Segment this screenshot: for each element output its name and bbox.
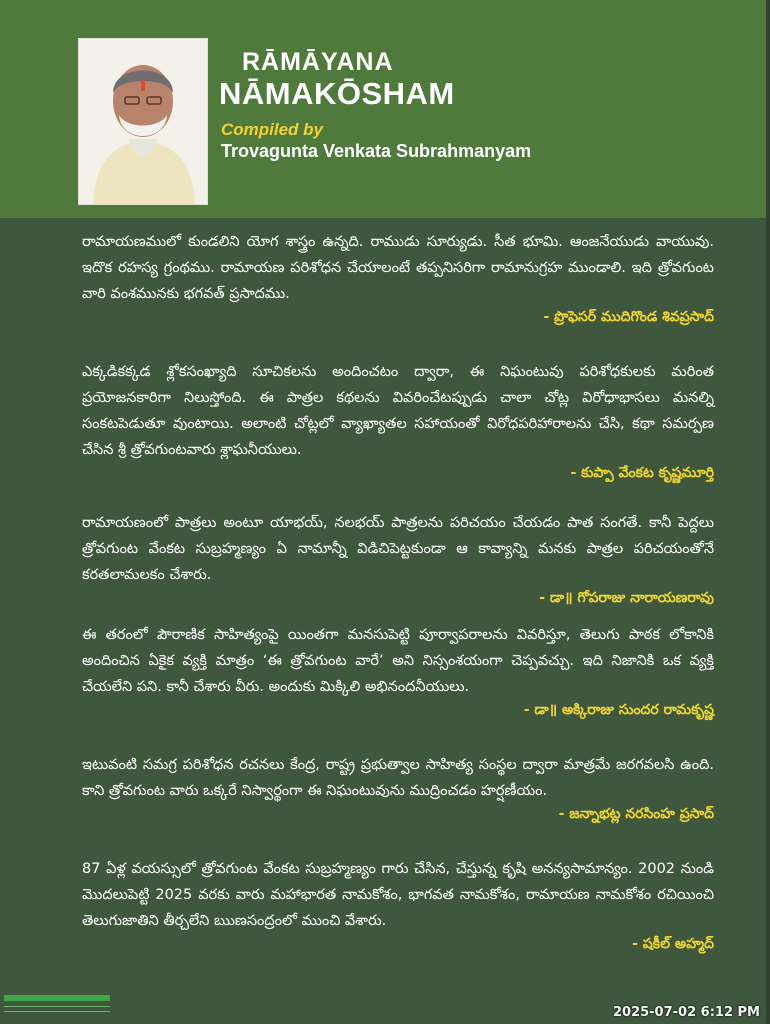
review-text: 87 ఏళ్ల వయస్సులో త్రోవగుంట వేంకట సుబ్రహ్మణ్యం గారు చేసిన, చేస్తున్న కృషి అనన్యసామాన్యం. 2002 నుండి మొదలుపెట్టి 2025 వరకు వారు మహాభారత నామకోశం, భాగవత నామకోశం, రామాయణ నామకోశం రచియించి తెలుగుజాతిని తీర్చలేని ఋణసంద్రంలో ముంచి వేశారు.: [82, 861, 714, 929]
book-title-line2: NĀMAKŌSHAM: [219, 76, 455, 111]
review-text: రామాయణములో కుండలిని యోగ శాస్త్రం ఉన్నది. రాముడు సూర్యుడు. సీత భూమి. ఆంజనేయుడు వాయువు. ఇదొక రహస్య గ్రంథము. రామాయణ పరిశోధన చేయాలంటే తప్పనిసరిగా రామానుగ్రహ ముండాలి. ఇది త్రోవగుంట వారి వంశమునకు భగవత్ ప్రసాదము.: [82, 234, 714, 302]
compiler-name: Trovagunta Venkata Subrahmanyam: [221, 141, 532, 161]
review-author: - కుప్పా వేంకట కృష్ణమూర్తి: [570, 465, 714, 481]
book-edge: [766, 0, 770, 1024]
publisher-logo: [4, 995, 110, 1019]
review-block: [82, 229, 714, 328]
review-author: - డా॥ అక్కిరాజు సుందర రామకృష్ణ: [523, 702, 714, 718]
review-block: [82, 510, 714, 609]
review-text: ఎక్కడికక్కడ శ్లోకసంఖ్యాది సూచికలను అందించటం ద్వారా, ఈ నిఘంటువు పరిశోధకులకు మరింత ప్రయోజనకారిగా నిలుస్తోంది. ఈ పాత్రల కథలను వివరించేటప్పుడు చాలా చోట్ల విరోధాభాసలు మనల్ని సంకటపెడుతూ వుంటాయి. అలాంటి చోట్లలో వ్యాఖ్యాతల సహాయంతో విరోధపరిహారాలను చేసి, కథా సమర్పణ చేసిన శ్రీ త్రోవగుంటవారు శ్లాఘనీయులు.: [82, 364, 714, 458]
portrait-image: [79, 39, 207, 204]
review-text: ఈ తరంలో పౌరాణిక సాహిత్యంపై యింతగా మనసుపెట్టి పూర్వాపరాలను వివరిస్తూ, తెలుగు పాఠక లోకానికి అందించిన ఏకైక వ్యక్తి మాత్రం ‘ఈ త్రోవగుంట వారే’ అని నిస్సంశయంగా చెప్పవచ్చు. ఇది నిజానికి ఒక వ్యక్తి చేయలేని పని. కానీ చేశారు వీరు. అందుకు మిక్కిలి అభినందనీయులు.: [82, 627, 714, 695]
compiled-by-label: Compiled by: [221, 120, 324, 139]
book-title-line1: RĀMĀYANA: [242, 48, 394, 76]
review-block: [82, 359, 714, 484]
logo-mark: [4, 1003, 110, 1017]
review-block: [82, 752, 714, 825]
review-block: [82, 856, 714, 955]
review-author: - జన్నాభట్ల నరసింహ ప్రసాద్: [558, 806, 714, 822]
review-author: - షకీల్ అహ్మద్: [632, 936, 714, 952]
photo-timestamp: 2025-07-02 6:12 PM: [612, 1005, 760, 1020]
review-text: రామాయణంలో పాత్రలు అంటూ యాభయ్, నలభయ్ పాత్రలను పరిచయం చేయడం పాత సంగతే. కానీ పెద్దలు త్రోవగుంట వేంకట సుబ్రహ్మణ్యం ఏ నామాన్నీ విడిచిపెట్టకుండా ఆ కావ్యాన్ని మనకు పాత్రల పరిచయంతోనే కరతలామలకం చేశారు.: [82, 515, 714, 583]
review-block: [82, 622, 714, 721]
review-author: - ప్రొఫెసర్ ముదిగొండ శివప్రసాద్: [543, 309, 714, 325]
author-photo: [78, 38, 208, 205]
review-text: ఇటువంటి సమగ్ర పరిశోధన రచనలు కేంద్ర, రాష్ట్ర ప్రభుత్వాల సాహిత్య సంస్థల ద్వారా మాత్రమే జరగవలసి ఉంది. కాని త్రోవగుంట వారు ఒక్కరే నిస్వార్థంగా ఈ నిఘంటువును ముద్రించడం హర్షణీయం.: [82, 757, 714, 799]
cover-header: [0, 0, 770, 218]
logo-bar: [4, 995, 110, 1001]
review-author: - డా॥ గోపరాజు నారాయణరావు: [539, 590, 714, 606]
